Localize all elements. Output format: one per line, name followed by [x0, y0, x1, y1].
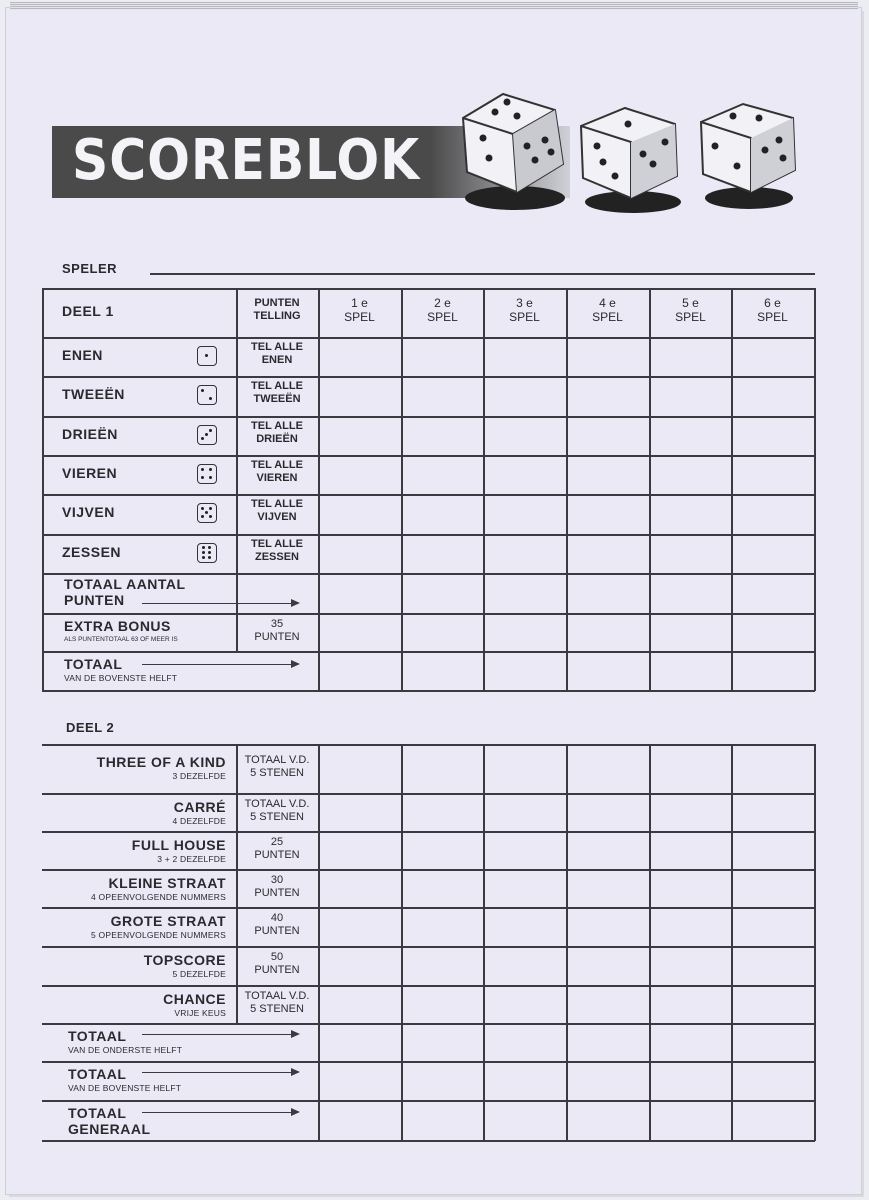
row-label-drieën: DRIEËN — [62, 426, 118, 442]
score-cell[interactable] — [403, 795, 482, 830]
score-cell[interactable] — [733, 833, 812, 868]
bonus-score-line-1: 35 — [270, 618, 284, 630]
deel2-row-line — [42, 1140, 815, 1142]
score-cell[interactable] — [733, 496, 812, 533]
deel2-total-label-3: TOTAAL — [68, 1105, 127, 1121]
score-rule-5 — [236, 498, 318, 524]
game-5-header-line-2: SPEL — [675, 310, 706, 324]
row-grote-straat-sub: 5 OPEENVOLGENDE NUMMERS — [91, 930, 226, 940]
row-full-house-label: FULL HOUSE — [131, 837, 226, 853]
row-label-tweeën: TWEEËN — [62, 386, 125, 402]
score-cell[interactable] — [403, 833, 482, 868]
score-cell[interactable] — [403, 948, 482, 984]
score-cell[interactable] — [320, 746, 399, 792]
score-cell[interactable] — [485, 746, 564, 792]
deel2-total-sub-2: VAN DE BOVENSTE HELFT — [68, 1083, 182, 1093]
score-rule-6-line-1: TEL ALLE — [251, 538, 303, 550]
pip — [201, 437, 204, 440]
pip — [209, 515, 212, 518]
score-cell[interactable] — [651, 746, 730, 792]
score-cell[interactable] — [651, 339, 730, 375]
score-cell[interactable] — [403, 378, 482, 415]
page-title: SCOREBLOK — [72, 128, 421, 193]
deel1-totaal-sub: VAN DE BOVENSTE HELFT — [64, 673, 178, 683]
score-cell[interactable] — [403, 615, 482, 650]
deel2-score-rule-3-line-1: 25 — [270, 836, 284, 848]
score-cell[interactable] — [320, 1063, 399, 1099]
punten-telling-header-line-2: TELLING — [253, 310, 301, 322]
score-rule-3-line-2: DRIEËN — [256, 433, 298, 445]
score-cell[interactable] — [651, 987, 730, 1022]
score-cell[interactable] — [485, 615, 564, 650]
score-rule-4-line-2: VIEREN — [256, 472, 298, 484]
score-cell[interactable] — [485, 871, 564, 906]
pip — [201, 507, 204, 510]
row-full-house-sub: 3 + 2 DEZELFDE — [157, 854, 226, 864]
score-rule-1 — [236, 341, 318, 367]
score-cell[interactable] — [651, 795, 730, 830]
game-2-header-line-2: SPEL — [427, 310, 458, 324]
dice-illustration — [455, 88, 805, 218]
score-rule-5-line-1: TEL ALLE — [251, 498, 303, 510]
row-three-of-a-kind-sub: 3 DEZELFDE — [172, 771, 226, 781]
pip — [202, 556, 205, 559]
score-cell[interactable] — [568, 1025, 647, 1060]
game-4-header — [566, 296, 649, 324]
score-cell[interactable] — [485, 1063, 564, 1099]
score-cell[interactable] — [651, 1102, 730, 1139]
score-cell[interactable] — [485, 536, 564, 572]
pip — [201, 389, 204, 392]
score-cell[interactable] — [651, 457, 730, 493]
score-cell[interactable] — [403, 653, 482, 689]
score-cell[interactable] — [733, 987, 812, 1022]
score-cell[interactable] — [568, 1102, 647, 1139]
bonus-score-line-2: PUNTEN — [254, 631, 300, 643]
pip — [202, 551, 205, 554]
score-cell[interactable] — [651, 536, 730, 572]
score-cell[interactable] — [485, 418, 564, 454]
score-cell[interactable] — [568, 496, 647, 533]
score-cell[interactable] — [568, 871, 647, 906]
score-cell[interactable] — [320, 575, 399, 612]
deel2-score-rule-4 — [236, 874, 318, 900]
score-cell[interactable] — [651, 1063, 730, 1099]
score-cell[interactable] — [485, 457, 564, 493]
score-cell[interactable] — [320, 1025, 399, 1060]
score-cell[interactable] — [651, 496, 730, 533]
game-1-header-line-1: 1 e — [351, 296, 368, 310]
deel2-total-label-2: TOTAAL — [68, 1066, 127, 1082]
die-4-icon — [197, 464, 217, 484]
pip — [209, 429, 212, 432]
score-cell[interactable] — [568, 615, 647, 650]
deel1-row-line — [42, 288, 815, 290]
row-topscore-sub: 5 DEZELFDE — [172, 969, 226, 979]
deel2-label: DEEL 2 — [66, 720, 115, 735]
deel2-score-rule-5-line-1: 40 — [270, 912, 284, 924]
pip — [208, 546, 211, 549]
extra-bonus-label: EXTRA BONUS — [64, 618, 171, 634]
score-cell[interactable] — [320, 833, 399, 868]
deel1-col-line — [814, 288, 816, 691]
deel2-score-rule-6-line-2: PUNTEN — [254, 964, 300, 976]
score-cell[interactable] — [733, 536, 812, 572]
score-cell[interactable] — [403, 909, 482, 945]
row-kleine-straat-label: KLEINE STRAAT — [108, 875, 226, 891]
score-rule-2-line-2: TWEEËN — [253, 393, 301, 405]
deel1-totaal-label: TOTAAL — [64, 656, 123, 672]
game-2-header-line-1: 2 e — [434, 296, 451, 310]
score-cell[interactable] — [320, 496, 399, 533]
game-4-header-line-2: SPEL — [592, 310, 623, 324]
pip — [209, 476, 212, 479]
score-cell[interactable] — [485, 1102, 564, 1139]
score-cell[interactable] — [733, 615, 812, 650]
score-cell[interactable] — [651, 833, 730, 868]
die-illustration-left — [463, 94, 565, 210]
game-2-header — [401, 296, 484, 324]
score-cell[interactable] — [485, 496, 564, 533]
game-5-header — [649, 296, 732, 324]
score-cell[interactable] — [733, 457, 812, 493]
score-cell[interactable] — [403, 418, 482, 454]
score-cell[interactable] — [568, 909, 647, 945]
row-carr--sub: 4 DEZELFDE — [172, 816, 226, 826]
deel2-score-rule-2 — [236, 798, 318, 824]
game-1-header-line-2: SPEL — [344, 310, 375, 324]
game-3-header-line-1: 3 e — [516, 296, 533, 310]
pip — [201, 468, 204, 471]
arrow-right-icon — [142, 1112, 298, 1113]
punten-telling-header — [236, 297, 318, 323]
deel2-score-rule-2-line-2: 5 STENEN — [250, 811, 304, 823]
arrow-right-icon — [142, 1072, 298, 1073]
score-cell[interactable] — [320, 871, 399, 906]
score-cell[interactable] — [651, 909, 730, 945]
deel2-score-rule-1-line-1: TOTAAL V.D. — [244, 754, 310, 766]
deel2-score-rule-7 — [236, 990, 318, 1016]
score-cell[interactable] — [320, 339, 399, 375]
deel2-col-line — [814, 744, 816, 1141]
score-cell[interactable] — [733, 1063, 812, 1099]
game-1-header — [318, 296, 401, 324]
deel1-label: DEEL 1 — [62, 303, 114, 319]
score-cell[interactable] — [733, 1025, 812, 1060]
score-cell[interactable] — [568, 987, 647, 1022]
score-cell[interactable] — [403, 575, 482, 612]
score-cell[interactable] — [733, 378, 812, 415]
die-6-icon — [197, 543, 217, 563]
score-cell[interactable] — [403, 536, 482, 572]
game-6-header-line-2: SPEL — [757, 310, 788, 324]
score-cell[interactable] — [568, 339, 647, 375]
score-cell[interactable] — [485, 653, 564, 689]
score-cell[interactable] — [733, 909, 812, 945]
score-cell[interactable] — [568, 1063, 647, 1099]
game-5-header-line-1: 5 e — [682, 296, 699, 310]
score-cell[interactable] — [320, 653, 399, 689]
score-rule-3 — [236, 420, 318, 446]
die-illustration-middle — [581, 108, 681, 213]
deel2-total-sub-3: GENERAAL — [68, 1121, 151, 1137]
row-label-vijven: VIJVEN — [62, 504, 115, 520]
row-label-vieren: VIEREN — [62, 465, 118, 481]
score-cell[interactable] — [651, 653, 730, 689]
score-cell[interactable] — [485, 833, 564, 868]
score-cell[interactable] — [485, 339, 564, 375]
score-cell[interactable] — [485, 948, 564, 984]
deel2-score-rule-4-line-1: 30 — [270, 874, 284, 886]
game-3-header-line-2: SPEL — [509, 310, 540, 324]
score-cell[interactable] — [568, 795, 647, 830]
score-cell[interactable] — [568, 575, 647, 612]
score-cell[interactable] — [568, 418, 647, 454]
row-carr--label: CARRÉ — [173, 799, 226, 815]
extra-bonus-sub: ALS PUNTENTOTAAL 63 OF MEER IS — [64, 636, 178, 643]
pip — [208, 556, 211, 559]
deel2-score-rule-5 — [236, 912, 318, 938]
pip — [202, 546, 205, 549]
pip — [208, 551, 211, 554]
score-cell[interactable] — [733, 948, 812, 984]
score-cell[interactable] — [403, 1102, 482, 1139]
deel2-score-rule-7-line-1: TOTAAL V.D. — [244, 990, 310, 1002]
score-cell[interactable] — [651, 948, 730, 984]
score-cell[interactable] — [651, 575, 730, 612]
score-cell[interactable] — [320, 948, 399, 984]
row-chance-sub: VRIJE KEUS — [174, 1008, 226, 1018]
score-cell[interactable] — [485, 1025, 564, 1060]
game-6-header — [731, 296, 814, 324]
score-rule-5-line-2: VIJVEN — [257, 511, 297, 523]
game-4-header-line-1: 4 e — [599, 296, 616, 310]
score-cell[interactable] — [403, 496, 482, 533]
speler-label: SPELER — [62, 261, 118, 276]
pip — [205, 511, 208, 514]
bonus-score — [236, 618, 318, 644]
score-rule-4 — [236, 459, 318, 485]
score-cell[interactable] — [320, 457, 399, 493]
score-cell[interactable] — [403, 339, 482, 375]
pip — [205, 433, 208, 436]
score-rule-4-line-1: TEL ALLE — [251, 459, 303, 471]
score-cell[interactable] — [733, 795, 812, 830]
score-cell[interactable] — [651, 378, 730, 415]
deel1-row-line — [42, 690, 815, 692]
die-2-icon — [197, 385, 217, 405]
score-rule-3-line-1: TEL ALLE — [251, 420, 303, 432]
row-label-zessen: ZESSEN — [62, 544, 122, 560]
die-1-icon — [197, 346, 217, 366]
deel2-score-rule-6-line-1: 50 — [270, 951, 284, 963]
row-chance-label: CHANCE — [163, 991, 226, 1007]
score-rule-1-line-1: TEL ALLE — [251, 341, 303, 353]
row-label-enen: ENEN — [62, 347, 103, 363]
score-rule-2-line-1: TEL ALLE — [251, 380, 303, 392]
deel2-score-rule-5-line-2: PUNTEN — [254, 925, 300, 937]
score-cell[interactable] — [320, 909, 399, 945]
pip — [209, 397, 212, 400]
game-6-header-line-1: 6 e — [764, 296, 781, 310]
pip — [205, 354, 208, 357]
deel2-score-rule-4-line-2: PUNTEN — [254, 887, 300, 899]
score-cell[interactable] — [320, 418, 399, 454]
score-cell[interactable] — [320, 987, 399, 1022]
row-three-of-a-kind-label: THREE OF A KIND — [96, 754, 226, 770]
score-cell[interactable] — [320, 1102, 399, 1139]
score-cell[interactable] — [651, 418, 730, 454]
score-rule-1-line-2: ENEN — [261, 354, 293, 366]
score-cell[interactable] — [651, 615, 730, 650]
row-grote-straat-label: GROTE STRAAT — [110, 913, 226, 929]
score-cell[interactable] — [568, 653, 647, 689]
score-rule-6 — [236, 538, 318, 564]
score-cell[interactable] — [403, 987, 482, 1022]
pip — [209, 507, 212, 510]
totaal-aantal-label-line-1: TOTAAL AANTAL — [64, 576, 186, 592]
score-cell[interactable] — [320, 378, 399, 415]
score-cell[interactable] — [568, 948, 647, 984]
score-cell[interactable] — [568, 833, 647, 868]
score-cell[interactable] — [320, 795, 399, 830]
score-cell[interactable] — [733, 339, 812, 375]
score-rule-2 — [236, 380, 318, 406]
score-cell[interactable] — [485, 987, 564, 1022]
pip — [201, 515, 204, 518]
score-rule-6-line-2: ZESSEN — [254, 551, 299, 563]
arrow-right-icon — [142, 664, 298, 665]
score-cell[interactable] — [651, 1025, 730, 1060]
score-cell[interactable] — [485, 795, 564, 830]
score-cell[interactable] — [320, 615, 399, 650]
totaal-aantal-label-line-2: PUNTEN — [64, 592, 125, 608]
deel2-total-sub-1: VAN DE ONDERSTE HELFT — [68, 1045, 183, 1055]
arrow-right-icon — [142, 603, 298, 604]
score-cell[interactable] — [485, 909, 564, 945]
score-cell[interactable] — [733, 1102, 812, 1139]
score-cell[interactable] — [733, 746, 812, 792]
arrow-right-icon — [142, 1034, 298, 1035]
row-topscore-label: TOPSCORE — [143, 952, 226, 968]
die-5-icon — [197, 503, 217, 523]
score-cell[interactable] — [320, 536, 399, 572]
deel2-total-label-1: TOTAAL — [68, 1028, 127, 1044]
deel2-score-rule-7-line-2: 5 STENEN — [250, 1003, 304, 1015]
punten-telling-header-line-1: PUNTEN — [254, 297, 300, 309]
score-cell[interactable] — [485, 575, 564, 612]
score-cell[interactable] — [568, 457, 647, 493]
score-cell[interactable] — [403, 1025, 482, 1060]
die-3-icon — [197, 425, 217, 445]
score-cell[interactable] — [733, 871, 812, 906]
pad-edge — [10, 2, 858, 10]
speler-name-line[interactable] — [150, 273, 815, 275]
deel2-score-rule-2-line-1: TOTAAL V.D. — [244, 798, 310, 810]
score-cell[interactable] — [568, 536, 647, 572]
die-illustration-right — [701, 104, 795, 209]
score-cell[interactable] — [403, 1063, 482, 1099]
score-cell[interactable] — [568, 378, 647, 415]
score-cell[interactable] — [733, 418, 812, 454]
row-kleine-straat-sub: 4 OPEENVOLGENDE NUMMERS — [91, 892, 226, 902]
score-cell[interactable] — [485, 378, 564, 415]
pip — [201, 476, 204, 479]
deel2-score-rule-1 — [236, 754, 318, 780]
deel2-score-rule-3-line-2: PUNTEN — [254, 849, 300, 861]
game-3-header — [483, 296, 566, 324]
deel2-score-rule-3 — [236, 836, 318, 862]
score-cell[interactable] — [733, 653, 812, 689]
deel2-score-rule-1-line-2: 5 STENEN — [250, 767, 304, 779]
score-cell[interactable] — [651, 871, 730, 906]
score-cell[interactable] — [733, 575, 812, 612]
deel1-border-left — [42, 288, 44, 690]
score-cell[interactable] — [403, 746, 482, 792]
deel2-score-rule-6 — [236, 951, 318, 977]
score-cell[interactable] — [403, 457, 482, 493]
score-cell[interactable] — [403, 871, 482, 906]
pip — [209, 468, 212, 471]
score-cell[interactable] — [568, 746, 647, 792]
